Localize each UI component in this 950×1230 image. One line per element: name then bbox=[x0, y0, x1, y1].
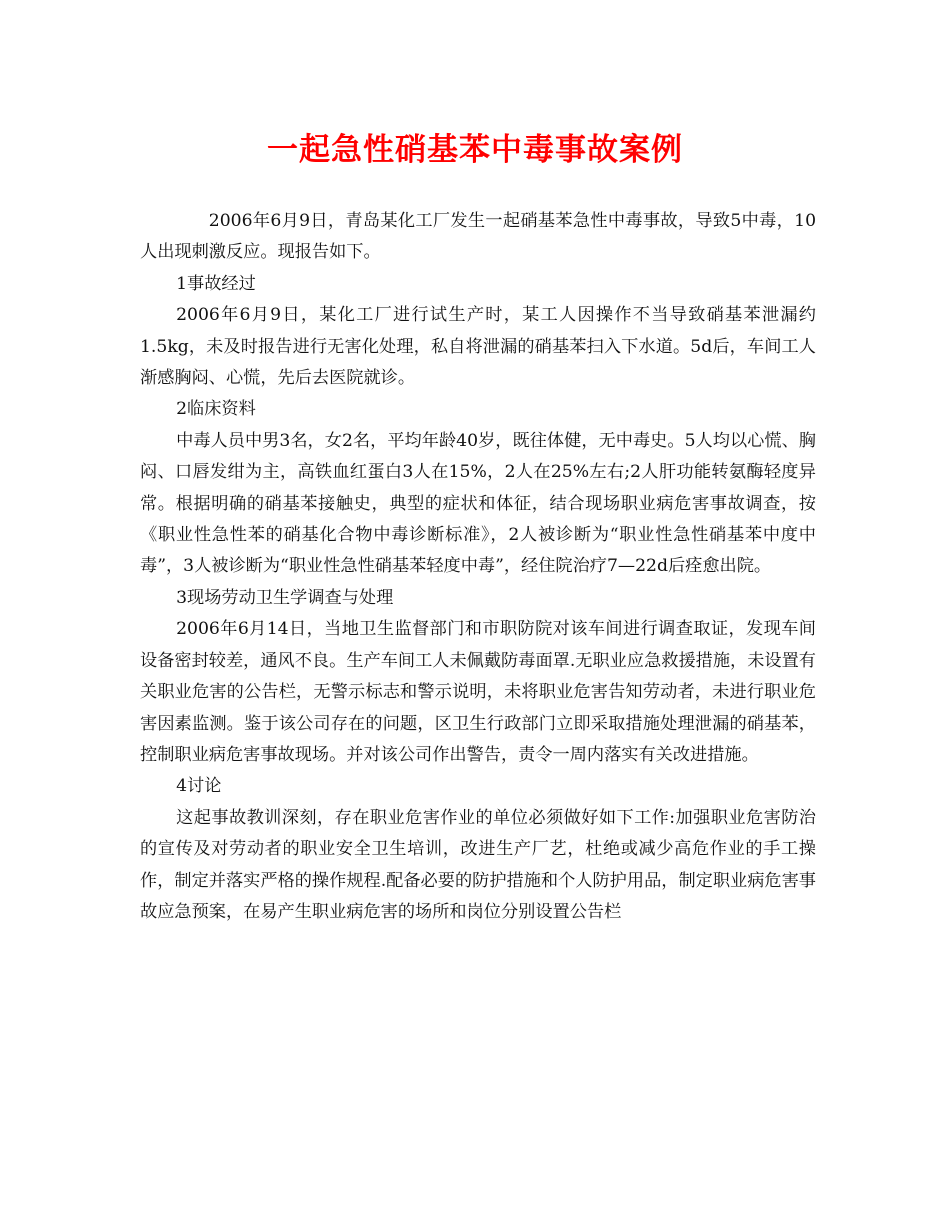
document-title: 一起急性硝基苯中毒事故案例 bbox=[267, 132, 683, 168]
accident-process-paragraph: 2006年6月9日，某化工厂进行试生产时，某工人因操作不当导致硝基苯泄漏约1.5kg，未及时报告进行无害化处理，私自将泄漏的硝基苯扫入下水道。5d后，车间工人渐感胸闷、心慌，先后去医院就诊。 bbox=[140, 305, 816, 389]
section-heading-1: 1事故经过 bbox=[176, 273, 256, 294]
discussion-paragraph: 这起事故教训深刻，存在职业危害作业的单位必须做好如下工作:加强职业危害防治的宣传及对劳动者的职业安全卫生培训，改进生产厂艺，杜绝或减少高危作业的手工操作，制定并落实严格的操作规程.配备必要的防护措施和个人防护用品，制定职业病危害事故应急预案，在易产生职业病危害的场所和岗位分别设置公告栏 bbox=[140, 807, 816, 922]
section-heading-3: 3现场劳动卫生学调查与处理 bbox=[176, 587, 394, 608]
intro-paragraph: 2006年6月9日，青岛某化工厂发生一起硝基苯急性中毒事故，导致5中毒，10人出现刺激反应。现报告如下。 bbox=[140, 211, 816, 263]
clinical-data-paragraph: 中毒人员中男3名，女2名，平均年龄40岁，既往体健，无中毒史。5人均以心慌、胸闷、口唇发绀为主，高铁血红蛋白3人在15%，2人在25%左右;2人肝功能转氨酶轻度异常。根据明确的硝基苯接触史，典型的症状和体征，结合现场职业病危害事故调查，按《职业性急性苯的硝基化合物中毒诊断标准》，2人被诊断为“职业性急性硝基苯中度中毒”，3人被诊断为“职业性急性硝基苯轻度中毒”，经住院治疗7—22d后痊愈出院。 bbox=[140, 430, 816, 577]
document-body bbox=[140, 206, 816, 928]
investigation-paragraph: 2006年6月14日，当地卫生监督部门和市职防院对该车间进行调查取证，发现车间设备密封较差，通风不良。生产车间工人未佩戴防毒面罩.无职业应急救援措施，未设置有关职业危害的公告栏，无警示标志和警示说明，未将职业危害告知劳动者，未进行职业危害因素监测。鉴于该公司存在的问题，区卫生行政部门立即采取措施处理泄漏的硝基苯，控制职业病危害事故现场。并对该公司作出警告，责令一周内落实有关改进措施。 bbox=[140, 619, 816, 765]
section-heading-2: 2临床资料 bbox=[176, 399, 256, 420]
section-heading-4: 4讨论 bbox=[176, 776, 222, 797]
